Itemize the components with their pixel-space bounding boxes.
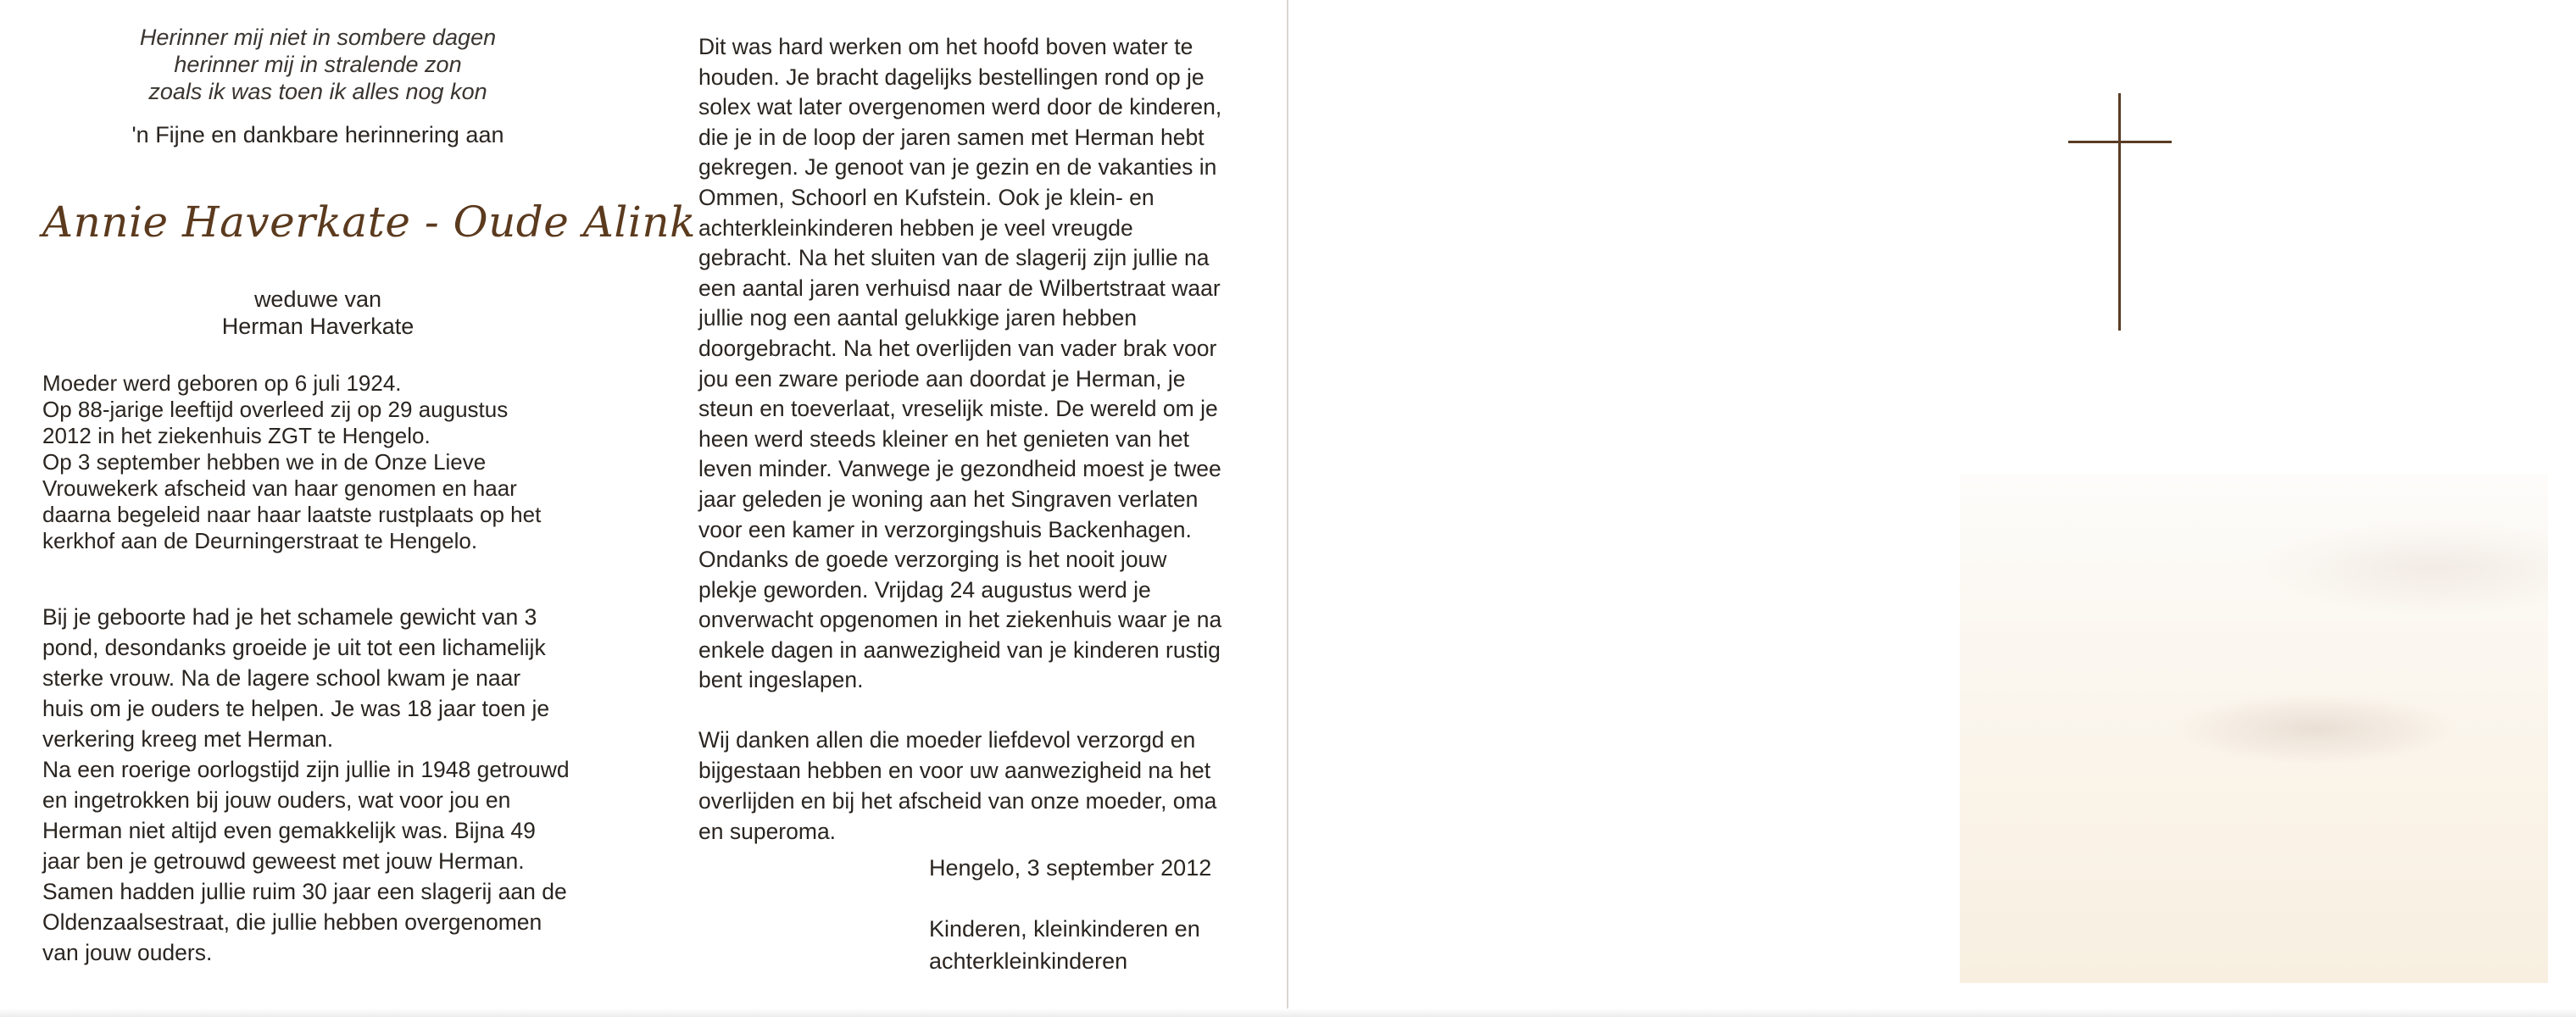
text-line: Ommen, Schoorl en Kufstein. Ook je klein- en bbox=[698, 184, 1154, 210]
sky-image bbox=[1960, 475, 2548, 983]
text-line: bijgestaan hebben en voor uw aanwezigheid na het bbox=[698, 758, 1211, 784]
text-line: Samen hadden jullie ruim 30 jaar een slagerij aan de bbox=[42, 879, 567, 904]
left-column bbox=[42, 24, 696, 968]
text-line: gebracht. Na het sluiten van de slagerij zijn jullie na bbox=[698, 245, 1210, 271]
text-line: achterkleinkinderen hebben je veel vreugde bbox=[698, 214, 1133, 241]
widow-of bbox=[42, 286, 593, 340]
intro-line: 'n Fijne en dankbare herinnering aan bbox=[131, 122, 504, 147]
poem-line: herinner mij in stralende zon bbox=[174, 52, 462, 77]
text-line: heen werd steeds kleiner en het genieten van het bbox=[698, 425, 1189, 452]
text-line: daarna begeleid naar haar laatste rustplaats op het bbox=[42, 502, 542, 527]
fold-line bbox=[1287, 0, 1288, 1017]
text-line: jullie nog een aantal gelukkige jaren hebben bbox=[698, 305, 1138, 331]
text-line: solex wat later overgenomen werd door de kinderen, bbox=[698, 94, 1222, 120]
text-line: huis om je ouders te helpen. Je was 18 jaar toen je bbox=[42, 696, 550, 721]
text-line: voor een kamer in verzorgingshuis Backenhagen. bbox=[698, 516, 1192, 542]
text-line: die je in de loop der jaren samen met Herman hebt bbox=[698, 124, 1205, 150]
text-line: en ingetrokken bij jouw ouders, wat voor jou en bbox=[42, 787, 511, 813]
poem-line: Herinner mij niet in sombere dagen bbox=[139, 25, 497, 50]
biography-paragraph-3 bbox=[698, 32, 1249, 696]
text-line: pond, desondanks groeide je uit tot een lichamelijk bbox=[42, 635, 546, 660]
thanks-paragraph bbox=[698, 725, 1249, 847]
text-line: Ondanks de goede verzorging is het nooit jouw bbox=[698, 547, 1167, 573]
text-line: gekregen. Je genoot van je gezin en de vakanties in bbox=[698, 154, 1217, 181]
text-line: Op 3 september hebben we in de Onze Lieve bbox=[42, 449, 487, 475]
text-line: van jouw ouders. bbox=[42, 940, 213, 965]
text-line: jou een zware periode aan doordat je Herman, je bbox=[698, 365, 1186, 392]
cross-icon bbox=[2068, 93, 2172, 331]
middle-column bbox=[698, 32, 1249, 977]
biography-paragraph-2 bbox=[42, 602, 593, 968]
text-line: jaar ben je getrouwd geweest met jouw Herman. bbox=[42, 848, 525, 874]
signature-block bbox=[698, 852, 1249, 977]
text-line: sterke vrouw. Na de lagere school kwam je naar bbox=[42, 665, 521, 691]
place-date: Hengelo, 3 september 2012 bbox=[929, 855, 1212, 881]
text-line: doorgebracht. Na het overlijden van vader brak voor bbox=[698, 335, 1217, 361]
poem bbox=[42, 24, 593, 105]
scan-edge bbox=[0, 1009, 2576, 1017]
family-line: Kinderen, kleinkinderen en bbox=[929, 916, 1200, 942]
text-line: Bij je geboorte had je het schamele gewicht van 3 bbox=[42, 604, 537, 630]
text-line: enkele dagen in aanwezigheid van je kinderen rustig bbox=[698, 636, 1221, 663]
text-line: onverwacht opgenomen in het ziekenhuis waar je na bbox=[698, 607, 1222, 633]
text-line: Wij danken allen die moeder liefdevol verzorgd en bbox=[698, 727, 1196, 753]
text-line: Dit was hard werken om het hoofd boven water te bbox=[698, 34, 1193, 59]
text-line: overlijden en bij het afscheid van onze moeder, oma bbox=[698, 788, 1217, 814]
text-line: 2012 in het ziekenhuis ZGT te Hengelo. bbox=[42, 423, 431, 448]
spouse-name: Herman Haverkate bbox=[221, 314, 414, 339]
deceased-name: Annie Haverkate - Oude Alink bbox=[42, 197, 696, 247]
text-line: houden. Je bracht dagelijks bestellingen rond op je bbox=[698, 64, 1205, 90]
text-line: verkering kreeg met Herman. bbox=[42, 726, 334, 752]
family-line: achterkleinkinderen bbox=[929, 948, 1128, 975]
text-line: Herman niet altijd even gemakkelijk was. Bijna 49 bbox=[42, 818, 536, 843]
text-line: bent ingeslapen. bbox=[698, 667, 864, 693]
biography-paragraph-1 bbox=[42, 370, 593, 554]
text-line: en superoma. bbox=[698, 819, 837, 845]
text-line: leven minder. Vanwege je gezondheid moest je twee bbox=[698, 456, 1221, 482]
text-line: kerkhof aan de Deurningerstraat te Hengelo. bbox=[42, 528, 478, 553]
text-line: een aantal jaren verhuisd naar de Wilbertstraat waar bbox=[698, 275, 1221, 301]
text-line: plekje geworden. Vrijdag 24 augustus werd je bbox=[698, 576, 1151, 603]
text-line: Moeder werd geboren op 6 juli 1924. bbox=[42, 370, 402, 396]
widow-label: weduwe van bbox=[253, 286, 382, 312]
text-line: Na een roerige oorlogstijd zijn jullie in 1948 getrouwd bbox=[42, 757, 570, 782]
text-line: Op 88-jarige leeftijd overleed zij op 29 augustus bbox=[42, 397, 509, 422]
text-line: jaar geleden je woning aan het Singraven verlaten bbox=[698, 486, 1199, 512]
text-line: steun en toeverlaat, vreselijk miste. De wereld om je bbox=[698, 396, 1218, 422]
text-line: Oldenzaalsestraat, die jullie hebben overgenomen bbox=[42, 909, 542, 935]
poem-line: zoals ik was toen ik alles nog kon bbox=[148, 79, 487, 104]
text-line: Vrouwekerk afscheid van haar genomen en haar bbox=[42, 475, 517, 501]
